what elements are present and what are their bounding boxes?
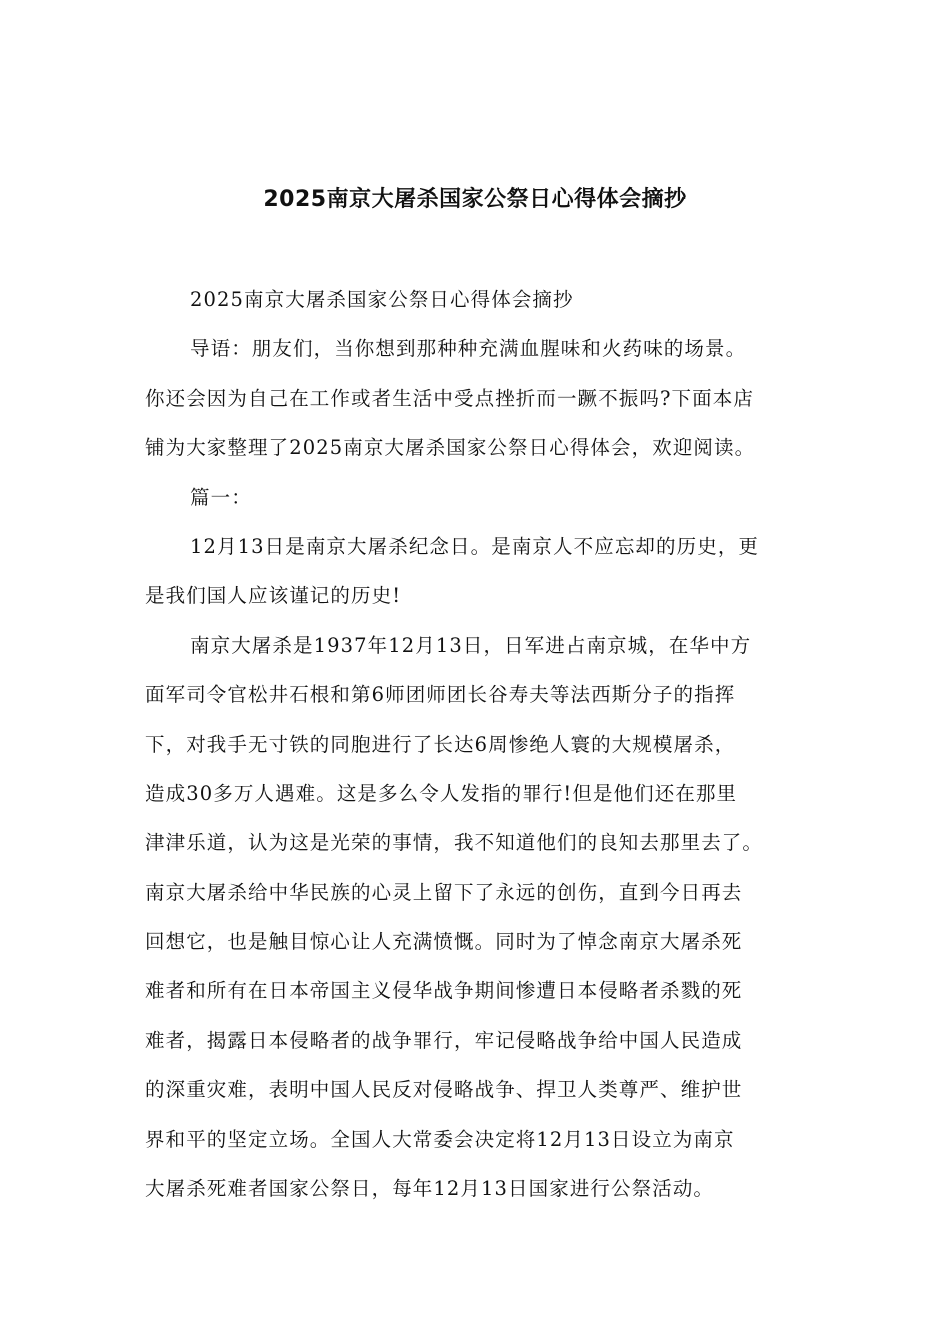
paragraph-line: 大屠杀死难者国家公祭日，每年12月13日国家进行公祭活动。	[145, 1177, 715, 1201]
paragraph-line: 南京大屠杀给中华民族的心灵上留下了永远的创伤，直到今日再去	[145, 880, 743, 904]
paragraph-line: 下，对我手无寸铁的同胞进行了长达6周惨绝人寰的大规模屠杀，	[145, 732, 736, 756]
paragraph-line: 回想它，也是触目惊心让人充满愤慨。同时为了悼念南京大屠杀死	[145, 930, 743, 954]
paragraph-line: 面军司令官松井石根和第6师团师团长谷寿夫等法西斯分子的指挥	[145, 683, 736, 707]
intro-line: 导语：朋友们，当你想到那种种充满血腥味和火药味的场景。	[190, 337, 747, 361]
paragraph-line: 界和平的坚定立场。全国人大常委会决定将12月13日设立为南京	[145, 1127, 735, 1151]
intro-line: 铺为大家整理了2025南京大屠杀国家公祭日心得体会，欢迎阅读。	[145, 436, 756, 460]
paragraph-line: 12月13日是南京大屠杀纪念日。是南京人不应忘却的历史，更	[190, 534, 760, 558]
paragraph-line: 难者，揭露日本侵略者的战争罪行，牢记侵略战争给中国人民造成	[145, 1028, 743, 1052]
paragraph-line: 南京大屠杀是1937年12月13日，日军进占南京城，在华中方	[190, 633, 752, 657]
paragraph-line: 难者和所有在日本帝国主义侵华战争期间惨遭日本侵略者杀戮的死	[145, 979, 743, 1003]
intro-line: 你还会因为自己在工作或者生活中受点挫折而一蹶不振吗?下面本店	[145, 386, 754, 410]
document-title: 2025南京大屠杀国家公祭日心得体会摘抄	[263, 187, 687, 212]
paragraph-line: 的深重灾难，表明中国人民反对侵略战争、捍卫人类尊严、维护世	[145, 1078, 743, 1102]
document-body	[145, 283, 815, 1221]
subtitle-line: 2025南京大屠杀国家公祭日心得体会摘抄	[190, 288, 574, 311]
paragraph-line: 是我们国人应该谨记的历史!	[145, 584, 402, 608]
section-heading: 篇一：	[190, 485, 252, 509]
paragraph-line: 造成30多万人遇难。这是多么令人发指的罪行!但是他们还在那里	[145, 781, 738, 805]
paragraph-line: 津津乐道，认为这是光荣的事情，我不知道他们的良知去那里去了。	[145, 831, 764, 855]
